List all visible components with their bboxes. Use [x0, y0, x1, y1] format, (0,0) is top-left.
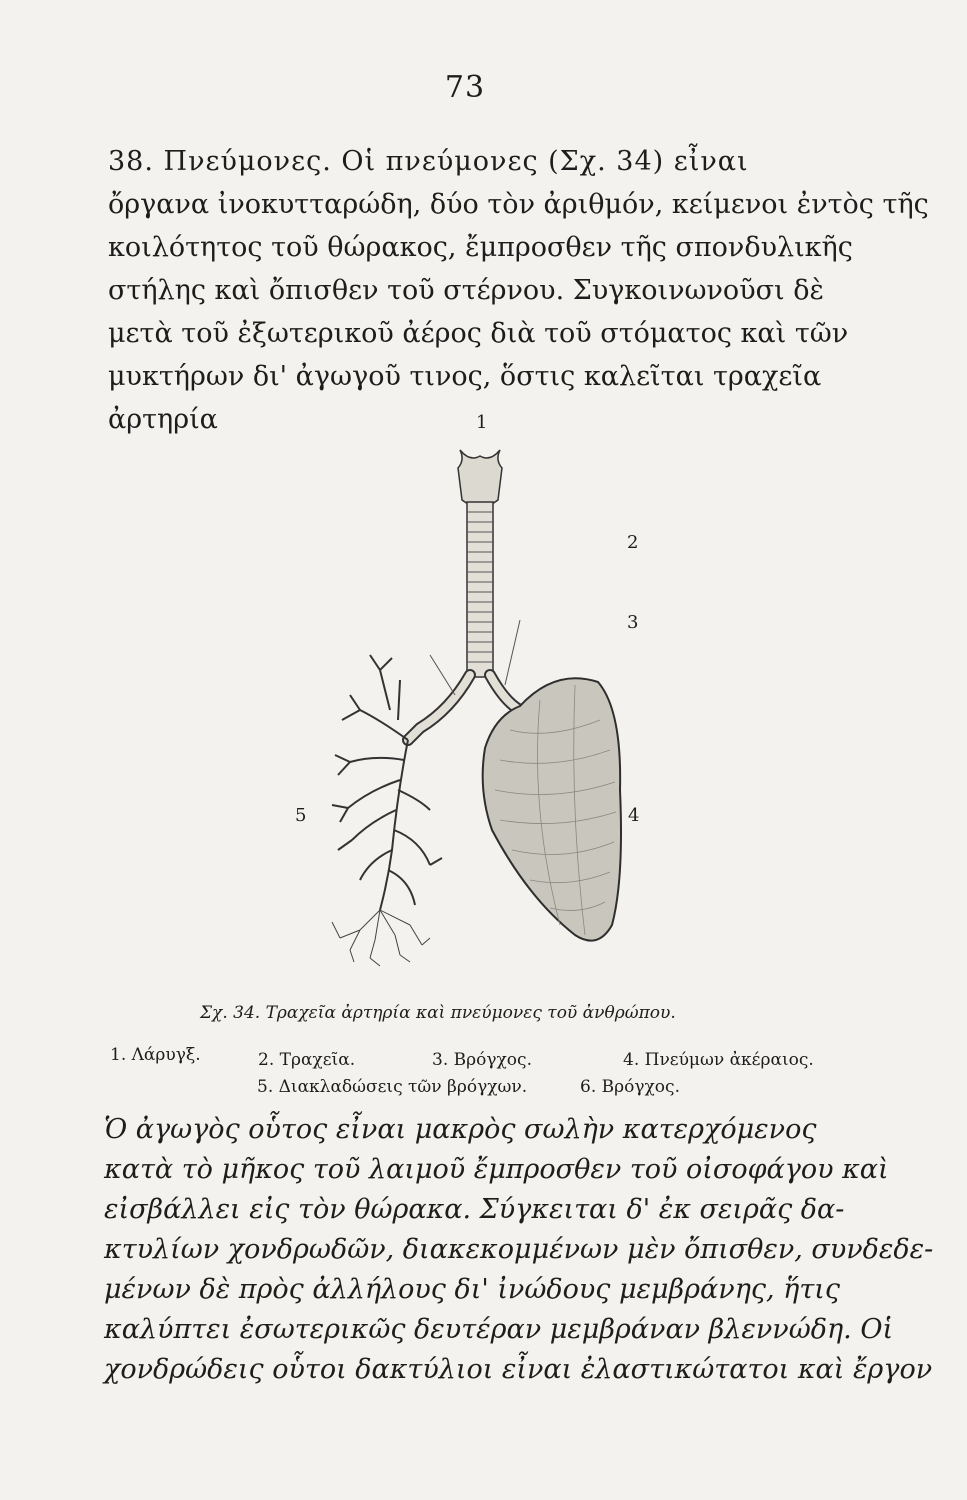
text-line: κατὰ τὸ μῆκος τοῦ λαιμοῦ ἔμπροσθεν τοῦ οἰσοφάγου καὶ [104, 1154, 889, 1185]
larynx [458, 450, 502, 507]
page-number: 73 [444, 70, 486, 105]
figure-label-3: 3 [627, 612, 639, 633]
paragraph-lungs-intro [108, 140, 929, 441]
legend-item-bronchial-branches: 5. Διακλαδώσεις τῶν βρόγχων. [257, 1077, 528, 1097]
legend-item-bronchus: 3. Βρόγχος. [432, 1050, 532, 1070]
text-line: μυκτήρων δι' ἀγωγοῦ τινος, ὅστις καλεῖται τραχεῖα [108, 361, 822, 392]
legend-item-bronchus-6: 6. Βρόγχος. [580, 1077, 680, 1097]
paragraph-trachea [104, 1110, 934, 1390]
trachea-lungs-illustration [280, 410, 680, 1000]
text-line: κοιλότητος τοῦ θώρακος, ἔμπροσθεν τῆς σπονδυλικῆς [108, 232, 853, 263]
text-line: κτυλίων χονδρωδῶν, διακεκομμένων μὲν ὄπισθεν, συνδεδε- [104, 1234, 934, 1265]
text-line: χονδρώδεις οὗτοι δακτύλιοι εἶναι ἐλαστικώτατοι καὶ ἔργον [104, 1354, 933, 1385]
figure-label-4: 4 [628, 805, 640, 826]
fine-branches [332, 910, 430, 966]
figure-label-2: 2 [627, 532, 639, 553]
legend-item-larynx: 1. Λάρυγξ. [110, 1045, 201, 1065]
text-line: μετὰ τοῦ ἐξωτερικοῦ ἀέρος διὰ τοῦ στόματος καὶ τῶν [108, 318, 849, 349]
text-line: 38. Πνεύμονες. Οἱ πνεύμονες (Σχ. 34) εἶναι [108, 146, 749, 177]
text-line: μένων δὲ πρὸς ἀλλήλους δι' ἰνώδους μεμβράνης, ἥτις [104, 1274, 840, 1305]
right-lung [483, 678, 621, 940]
figure-label-5: 5 [295, 805, 307, 826]
text-line: Ὁ ἀγωγὸς οὗτος εἶναι μακρὸς σωλὴν κατερχόμενος [104, 1114, 817, 1145]
bronchial-branches [332, 655, 442, 910]
text-line: στήλης καὶ ὄπισθεν τοῦ στέρνου. Συγκοινωνοῦσι δὲ [108, 275, 824, 306]
figure-caption: Σχ. 34. Τραχεῖα ἀρτηρία καὶ πνεύμονες τοῦ ἀνθρώπου. [200, 1003, 676, 1023]
anatomy-drawing [280, 410, 680, 1000]
trachea [467, 502, 493, 677]
text-line: ἀρτηρία [108, 404, 218, 435]
legend-item-lung: 4. Πνεύμων ἀκέραιος. [623, 1050, 814, 1070]
figure-label-1: 1 [476, 412, 488, 433]
text-line: ὄργανα ἰνοκυτταρώδη, δύο τὸν ἀριθμόν, κείμενοι ἐντὸς τῆς [108, 189, 929, 220]
legend-item-trachea: 2. Τραχεῖα. [258, 1050, 356, 1070]
text-line: εἰσβάλλει εἰς τὸν θώρακα. Σύγκειται δ' ἐκ σειρᾶς δα- [104, 1194, 845, 1225]
text-line: καλύπτει ἐσωτερικῶς δευτέραν μεμβράναν βλεννώδη. Οἱ [104, 1314, 894, 1345]
